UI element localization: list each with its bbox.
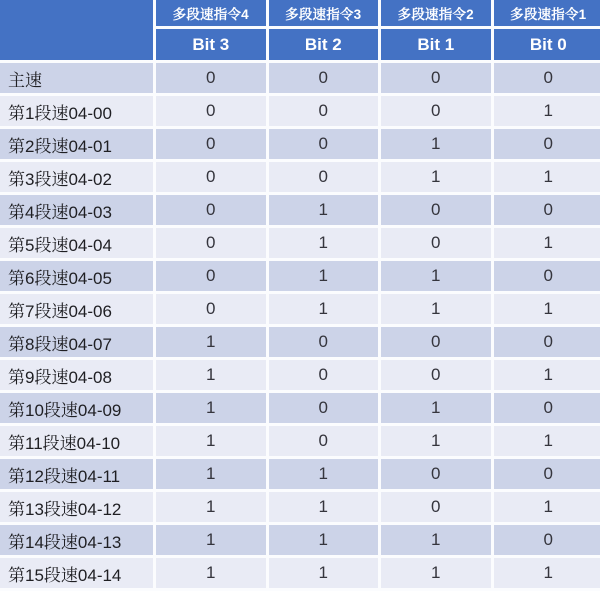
column-header-bit0: Bit 0 (492, 28, 600, 62)
bit-cell: 1 (267, 557, 380, 590)
bit-cell: 1 (380, 128, 493, 161)
column-header-command3: 多段速指令3 (267, 0, 380, 28)
column-header-command4: 多段速指令4 (155, 0, 268, 28)
row-label: 第4段速04-03 (0, 194, 155, 227)
bit-cell: 0 (492, 62, 600, 95)
bit-cell: 0 (267, 326, 380, 359)
bit-cell: 0 (155, 293, 268, 326)
table-row (0, 359, 600, 392)
bit-cell: 0 (155, 161, 268, 194)
bit-cell: 1 (155, 425, 268, 458)
bit-cell: 1 (155, 326, 268, 359)
table-row (0, 458, 600, 491)
table-row (0, 95, 600, 128)
table-body (0, 62, 600, 590)
table-row (0, 227, 600, 260)
bit-cell: 1 (155, 458, 268, 491)
bit-cell: 0 (267, 128, 380, 161)
row-label: 第8段速04-07 (0, 326, 155, 359)
bit-cell: 1 (380, 161, 493, 194)
table-row (0, 491, 600, 524)
bit-cell: 1 (155, 359, 268, 392)
bit-cell: 1 (492, 359, 600, 392)
table-row (0, 326, 600, 359)
bit-cell: 0 (267, 62, 380, 95)
bit-cell: 0 (267, 161, 380, 194)
bit-cell: 0 (492, 524, 600, 557)
table-row (0, 293, 600, 326)
bit-cell: 1 (267, 491, 380, 524)
bit-cell: 0 (267, 392, 380, 425)
bit-cell: 1 (380, 425, 493, 458)
bit-cell: 1 (380, 260, 493, 293)
row-label: 第5段速04-04 (0, 227, 155, 260)
bit-cell: 0 (155, 128, 268, 161)
bit-cell: 0 (380, 359, 493, 392)
bit-cell: 1 (267, 227, 380, 260)
row-label: 第10段速04-09 (0, 392, 155, 425)
bit-cell: 1 (155, 392, 268, 425)
table-row (0, 260, 600, 293)
bit-cell: 1 (155, 557, 268, 590)
bit-cell: 1 (492, 425, 600, 458)
bit-cell: 0 (155, 62, 268, 95)
column-header-bit1: Bit 1 (380, 28, 493, 62)
bit-cell: 0 (380, 326, 493, 359)
bit-cell: 1 (380, 557, 493, 590)
row-label: 第9段速04-08 (0, 359, 155, 392)
bit-cell: 0 (492, 458, 600, 491)
column-header-command1: 多段速指令1 (492, 0, 600, 28)
table-row (0, 161, 600, 194)
bit-cell: 0 (492, 392, 600, 425)
bit-cell: 1 (155, 524, 268, 557)
bit-cell: 1 (492, 557, 600, 590)
bit-cell: 1 (492, 95, 600, 128)
bit-cell: 0 (380, 227, 493, 260)
table-row (0, 557, 600, 590)
bit-cell: 0 (492, 326, 600, 359)
column-header-bit2: Bit 2 (267, 28, 380, 62)
row-label: 主速 (0, 62, 155, 95)
bit-cell: 1 (267, 458, 380, 491)
bit-cell: 1 (267, 293, 380, 326)
table-row (0, 392, 600, 425)
bit-cell: 0 (380, 458, 493, 491)
row-label: 第11段速04-10 (0, 425, 155, 458)
bit-cell: 1 (380, 293, 493, 326)
bit-cell: 1 (492, 161, 600, 194)
bit-cell: 0 (492, 194, 600, 227)
table-row (0, 425, 600, 458)
bit-cell: 1 (380, 524, 493, 557)
bit-cell: 1 (155, 491, 268, 524)
bit-cell: 0 (155, 227, 268, 260)
row-label: 第12段速04-11 (0, 458, 155, 491)
row-label: 第6段速04-05 (0, 260, 155, 293)
row-label: 第13段速04-12 (0, 491, 155, 524)
bit-cell: 0 (380, 95, 493, 128)
bit-cell: 1 (380, 392, 493, 425)
row-label: 第3段速04-02 (0, 161, 155, 194)
table-row (0, 194, 600, 227)
bit-cell: 1 (267, 524, 380, 557)
group-header-row (0, 0, 600, 28)
bit-cell: 0 (155, 260, 268, 293)
row-label: 第7段速04-06 (0, 293, 155, 326)
bit-cell: 1 (492, 227, 600, 260)
bit-cell: 0 (267, 95, 380, 128)
bit-cell: 1 (492, 491, 600, 524)
bit-cell: 0 (267, 425, 380, 458)
row-label: 第15段速04-14 (0, 557, 155, 590)
bit-cell: 0 (492, 128, 600, 161)
bit-cell: 0 (380, 194, 493, 227)
table-row (0, 524, 600, 557)
bit-cell: 1 (267, 194, 380, 227)
table-header (0, 0, 600, 62)
corner-cell (0, 0, 155, 62)
table-row (0, 62, 600, 95)
bit-cell: 0 (380, 491, 493, 524)
bit-cell: 1 (492, 293, 600, 326)
row-label: 第1段速04-00 (0, 95, 155, 128)
column-header-command2: 多段速指令2 (380, 0, 493, 28)
table-row (0, 128, 600, 161)
row-label: 第2段速04-01 (0, 128, 155, 161)
bit-cell: 1 (267, 260, 380, 293)
column-header-bit3: Bit 3 (155, 28, 268, 62)
bit-cell: 0 (155, 95, 268, 128)
bit-cell: 0 (267, 359, 380, 392)
bit-cell: 0 (380, 62, 493, 95)
bit-cell: 0 (492, 260, 600, 293)
row-label: 第14段速04-13 (0, 524, 155, 557)
bit-cell: 0 (155, 194, 268, 227)
